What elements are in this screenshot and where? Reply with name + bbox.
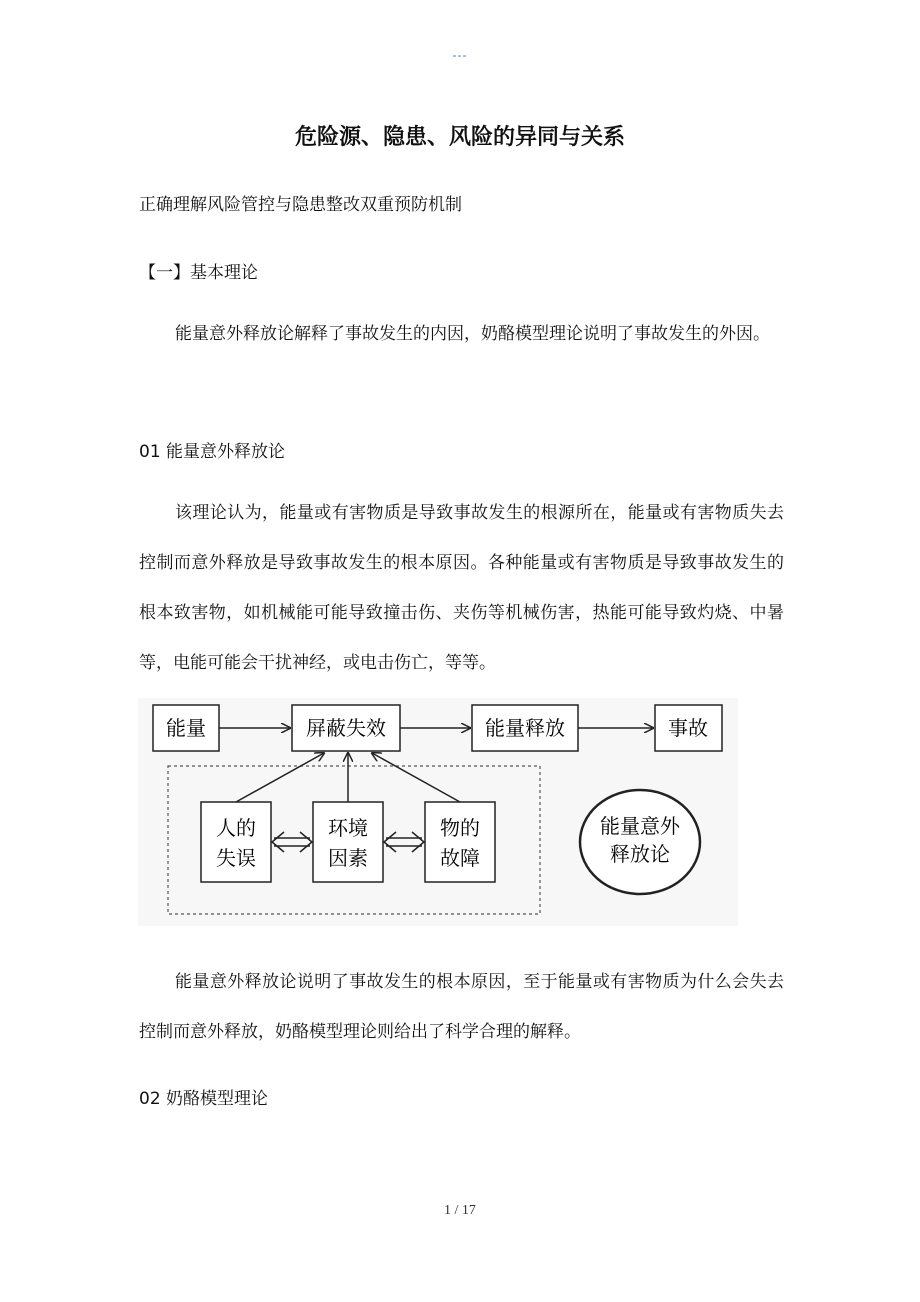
box-environment-line2: 因素 (328, 846, 368, 870)
box-accident-label: 事故 (668, 716, 708, 740)
section-heading-basic-theory: 【一】基本理论 (139, 263, 258, 283)
box-human-error-line2: 失误 (216, 846, 256, 870)
box-object-failure-line1: 物的 (440, 816, 480, 840)
energy-theory-summary-paragraph: 能量意外释放论说明了事故发生的根本原因，至于能量或有害物质为什么会失去控制而意外释放，奶酪模型理论则给出了科学合理的解释。 (139, 972, 784, 1042)
energy-release-diagram (138, 698, 738, 926)
intro-paragraph: 能量意外释放论解释了事故发生的内因，奶酪模型理论说明了事故发生的外因。 (175, 324, 770, 344)
box-energy-release-label: 能量释放 (485, 716, 565, 740)
box-energy-label: 能量 (166, 716, 206, 740)
subtitle: 正确理解风险管控与隐患整改双重预防机制 (139, 195, 462, 215)
heading-energy-release-theory: 01 能量意外释放论 (139, 442, 286, 462)
heading-swiss-cheese-model: 02 奶酪模型理论 (139, 1089, 269, 1109)
box-environment (313, 802, 383, 882)
box-object-failure (425, 802, 495, 882)
box-human-error (201, 802, 271, 882)
box-environment-line1: 环境 (328, 816, 368, 840)
box-human-error-line1: 人的 (216, 816, 256, 840)
box-shield-failure-label: 屏蔽失效 (306, 716, 386, 740)
theory-circle-line2: 释放论 (610, 842, 670, 866)
document-title: 危险源、隐患、风险的异同与关系 (294, 125, 625, 150)
theory-circle-line1: 能量意外 (600, 814, 680, 838)
energy-theory-paragraph: 该理论认为，能量或有害物质是导致事故发生的根源所在，能量或有害物质失去控制而意外释放是导致事故发生的根本原因。各种能量或有害物质是导致事故发生的根本致害物，如机械能可能导致撞击伤、夹伤等机械伤害，热能可能导致灼烧、中暑等，电能可能会干扰神经，或电击伤亡，等等。 (139, 503, 784, 673)
box-object-failure-line2: 故障 (440, 846, 480, 870)
page-number: 1 / 17 (444, 1203, 476, 1218)
header-mark: --- (452, 48, 468, 62)
